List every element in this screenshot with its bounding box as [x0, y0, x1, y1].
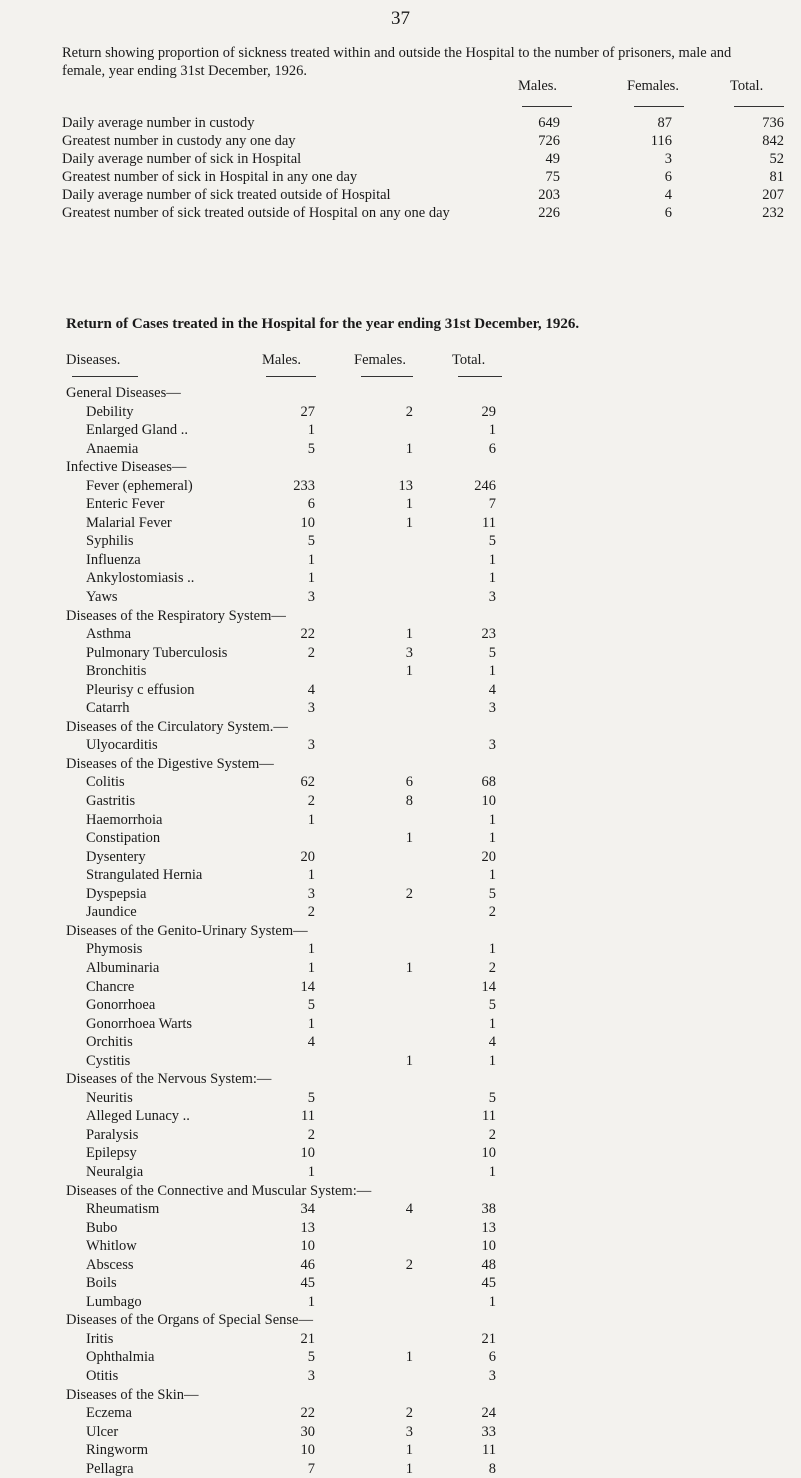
disease-row	[66, 551, 786, 570]
cell-total: 10	[481, 1238, 496, 1255]
cell-males: 14	[300, 978, 315, 995]
disease-label: Ringworm	[86, 1442, 149, 1459]
disease-row	[66, 1015, 786, 1034]
cell-females: 1	[405, 1052, 413, 1069]
cell-males: 2	[307, 793, 315, 810]
disease-label: Pulmonary Tuberculosis	[86, 644, 228, 661]
disease-row	[66, 588, 786, 607]
cell-males: 46	[300, 1256, 315, 1273]
disease-row	[66, 1256, 786, 1275]
disease-label: Neuralgia	[86, 1163, 144, 1180]
summary-row	[62, 186, 792, 204]
disease-row	[66, 978, 786, 997]
disease-row	[66, 1163, 786, 1182]
summary-rule-males	[522, 106, 572, 107]
disease-row	[66, 1404, 786, 1423]
disease-label: Eczema	[86, 1405, 132, 1422]
disease-group-heading	[66, 755, 786, 774]
disease-row	[66, 699, 786, 718]
summary-row-label: Daily average number of sick in Hospital	[62, 151, 302, 167]
cell-total: 1	[488, 663, 496, 680]
summary-row-females: 87	[657, 115, 672, 131]
group-label: Diseases of the Circulatory System.—	[66, 718, 288, 735]
cell-total: 3	[488, 1367, 496, 1384]
summary-rule-females	[634, 106, 684, 107]
cell-males: 3	[307, 700, 315, 717]
cell-total: 1	[488, 551, 496, 568]
cell-males: 4	[307, 681, 315, 698]
disease-label: Ophthalmia	[86, 1349, 155, 1366]
cell-total: 2	[488, 904, 496, 921]
cell-females: 2	[405, 1256, 413, 1273]
cell-females: 4	[405, 1201, 413, 1218]
disease-label: Cystitis	[86, 1052, 131, 1069]
cell-total: 3	[488, 589, 496, 606]
disease-row	[66, 885, 786, 904]
summary-row-total: 736	[762, 115, 784, 131]
disease-row	[66, 959, 786, 978]
cell-males: 1	[307, 941, 315, 958]
cell-males: 3	[307, 589, 315, 606]
cell-males: 13	[300, 1219, 315, 1236]
cell-total: 1	[488, 1163, 496, 1180]
cell-females: 13	[398, 477, 413, 494]
summary-row-females: 4	[664, 187, 672, 203]
cell-males: 11	[301, 1108, 315, 1125]
disease-label: Phymosis	[86, 941, 143, 958]
cell-males: 7	[307, 1460, 315, 1477]
summary-row	[62, 132, 792, 150]
disease-label: Pleurisy c effusion	[86, 681, 195, 698]
disease-row	[66, 1219, 786, 1238]
cell-total: 2	[488, 1126, 496, 1143]
cell-total: 33	[481, 1423, 496, 1440]
disease-label: Rheumatism	[86, 1201, 160, 1218]
disease-row	[66, 1274, 786, 1293]
disease-row	[66, 440, 786, 459]
group-label: General Diseases—	[66, 385, 181, 401]
disease-label: Epilepsy	[86, 1145, 137, 1162]
cell-males: 5	[307, 533, 315, 550]
cell-total: 3	[488, 700, 496, 717]
cases-rule-males	[266, 376, 316, 377]
disease-label: Colitis	[86, 774, 125, 791]
cell-males: 6	[307, 496, 315, 513]
cell-total: 1	[488, 941, 496, 958]
disease-label: Enteric Fever	[86, 496, 165, 513]
disease-row	[66, 1144, 786, 1163]
disease-label: Neuritis	[86, 1089, 133, 1106]
cell-males: 21	[300, 1330, 315, 1347]
disease-row	[66, 477, 786, 496]
disease-label: Paralysis	[86, 1126, 139, 1143]
disease-group-heading	[66, 384, 786, 403]
cell-females: 1	[405, 1442, 413, 1459]
page-number: 37	[391, 8, 410, 29]
disease-label: Otitis	[86, 1367, 119, 1384]
disease-row	[66, 848, 786, 867]
cell-males: 233	[293, 477, 315, 494]
disease-row	[66, 625, 786, 644]
cell-total: 29	[481, 403, 496, 420]
cell-males: 1	[307, 1293, 315, 1310]
cell-males: 3	[307, 737, 315, 754]
summary-row-females: 3	[664, 151, 672, 167]
summary-row-total: 52	[769, 151, 784, 167]
cell-females: 2	[405, 885, 413, 902]
cell-total: 10	[481, 793, 496, 810]
disease-label: Abscess	[86, 1256, 134, 1273]
disease-row	[66, 1423, 786, 1442]
summary-row-total: 207	[762, 187, 784, 203]
disease-label: Strangulated Hernia	[86, 867, 203, 884]
disease-label: Anaemia	[86, 440, 139, 457]
cell-males: 3	[307, 885, 315, 902]
cell-total: 1	[488, 1052, 496, 1069]
cell-males: 5	[307, 440, 315, 457]
cell-total: 48	[481, 1256, 496, 1273]
cell-females: 2	[405, 403, 413, 420]
cell-males: 22	[300, 626, 315, 643]
disease-label: Catarrh	[86, 700, 130, 717]
disease-label: Syphilis	[86, 533, 134, 550]
cell-total: 11	[482, 1108, 496, 1125]
disease-row	[66, 792, 786, 811]
cell-total: 1	[488, 867, 496, 884]
cell-males: 20	[300, 848, 315, 865]
summary-row-label: Greatest number of sick treated outside of Hospital on any one day	[62, 205, 450, 221]
cell-females: 3	[405, 1423, 413, 1440]
cell-total: 8	[488, 1460, 496, 1477]
cell-males: 34	[300, 1201, 315, 1218]
disease-label: Alleged Lunacy ..	[86, 1108, 190, 1125]
cell-males: 62	[300, 774, 315, 791]
summary-row-label: Greatest number of sick in Hospital in any one day	[62, 169, 358, 185]
disease-row	[66, 811, 786, 830]
cell-males: 1	[307, 570, 315, 587]
cell-total: 1	[488, 422, 496, 439]
disease-row	[66, 1033, 786, 1052]
disease-row	[66, 421, 786, 440]
group-label: Diseases of the Organs of Special Sense—	[66, 1312, 313, 1329]
disease-row	[66, 514, 786, 533]
disease-label: Gonorrhoea Warts	[86, 1015, 193, 1032]
cell-males: 1	[307, 1163, 315, 1180]
cell-males: 2	[307, 644, 315, 661]
disease-row	[66, 569, 786, 588]
cases-header	[66, 352, 786, 374]
summary-row-males: 75	[545, 169, 560, 185]
cell-total: 6	[488, 1349, 496, 1366]
summary-row	[62, 204, 792, 222]
disease-row	[66, 903, 786, 922]
summary-rule-total	[734, 106, 784, 107]
disease-label: Gonorrhoea	[86, 997, 156, 1014]
cell-total: 1	[488, 811, 496, 828]
disease-row	[66, 1460, 786, 1478]
cell-total: 5	[488, 1089, 496, 1106]
cell-total: 246	[474, 477, 496, 494]
disease-label: Boils	[86, 1275, 117, 1292]
cell-total: 20	[481, 848, 496, 865]
disease-row	[66, 829, 786, 848]
summary-row-label: Greatest number in custody any one day	[62, 133, 296, 149]
cell-males: 2	[307, 1126, 315, 1143]
cell-females: 1	[405, 514, 413, 531]
summary-header-total: Total.	[730, 78, 764, 94]
cell-total: 10	[481, 1145, 496, 1162]
cell-males: 2	[307, 904, 315, 921]
disease-row	[66, 1367, 786, 1386]
cell-males: 5	[307, 997, 315, 1014]
cell-total: 6	[488, 440, 496, 457]
summary-row-total: 232	[762, 205, 784, 221]
disease-row	[66, 773, 786, 792]
disease-row	[66, 1348, 786, 1367]
cell-females: 8	[405, 793, 413, 810]
group-label: Diseases of the Digestive System—	[66, 755, 274, 772]
disease-row	[66, 866, 786, 885]
cell-males: 10	[300, 514, 315, 531]
cell-females: 3	[405, 644, 413, 661]
cell-males: 4	[307, 1034, 315, 1051]
disease-group-heading	[66, 1311, 786, 1330]
cell-males: 3	[307, 1367, 315, 1384]
cell-total: 23	[481, 626, 496, 643]
disease-label: Jaundice	[86, 904, 137, 921]
disease-label: Yaws	[86, 589, 118, 606]
group-label: Diseases of the Genito-Urinary System—	[66, 922, 308, 939]
summary-row-males: 649	[538, 115, 560, 131]
disease-label: Haemorrhoia	[86, 811, 163, 828]
summary-row-males: 726	[538, 133, 560, 149]
disease-label: Influenza	[86, 551, 141, 568]
disease-label: Ulyocarditis	[86, 737, 158, 754]
cases-rule-females	[361, 376, 413, 377]
cell-males: 1	[307, 551, 315, 568]
cell-males: 10	[300, 1442, 315, 1459]
summary-row	[62, 150, 792, 168]
disease-label: Lumbago	[86, 1293, 142, 1310]
cases-header-females: Females.	[354, 352, 406, 368]
summary-row-label: Daily average number in custody	[62, 115, 255, 131]
cases-header-diseases: Diseases.	[66, 352, 121, 368]
disease-row	[66, 403, 786, 422]
summary-row	[62, 168, 792, 186]
disease-label: Bronchitis	[86, 663, 147, 680]
summary-rows	[62, 114, 792, 222]
disease-label: Malarial Fever	[86, 514, 172, 531]
cell-males: 1	[307, 1015, 315, 1032]
cases-header-males: Males.	[262, 352, 302, 368]
disease-row	[66, 681, 786, 700]
disease-label: Orchitis	[86, 1034, 133, 1051]
summary-row-males: 203	[538, 187, 560, 203]
summary-row-males: 49	[545, 151, 560, 167]
summary-header	[62, 78, 792, 98]
disease-row	[66, 495, 786, 514]
cell-males: 45	[300, 1275, 315, 1292]
cell-males: 22	[300, 1405, 315, 1422]
cell-males: 5	[307, 1089, 315, 1106]
cell-total: 5	[488, 644, 496, 661]
cell-males: 1	[307, 422, 315, 439]
cell-total: 7	[488, 496, 496, 513]
disease-row	[66, 1107, 786, 1126]
cell-total: 1	[488, 1293, 496, 1310]
disease-row	[66, 1089, 786, 1108]
cell-total: 13	[481, 1219, 496, 1236]
cases-rows	[66, 384, 786, 1478]
cell-females: 1	[405, 959, 413, 976]
disease-label: Bubo	[86, 1219, 118, 1236]
disease-row	[66, 1200, 786, 1219]
cell-total: 4	[488, 681, 496, 698]
cell-females: 1	[405, 663, 413, 680]
cell-females: 1	[405, 440, 413, 457]
cell-total: 11	[482, 1442, 496, 1459]
cell-total: 5	[488, 997, 496, 1014]
cell-total: 24	[481, 1405, 496, 1422]
cases-header-total: Total.	[452, 352, 486, 368]
disease-label: Pellagra	[86, 1460, 134, 1477]
disease-label: Debility	[86, 403, 134, 420]
cell-males: 1	[307, 959, 315, 976]
disease-row	[66, 1441, 786, 1460]
cases-title: Return of Cases treated in the Hospital for the year ending 31st December, 1926.	[66, 316, 580, 332]
cell-total: 2	[488, 959, 496, 976]
disease-label: Whitlow	[86, 1238, 137, 1255]
group-label: Diseases of the Skin—	[66, 1386, 199, 1403]
disease-group-heading	[66, 458, 786, 477]
cell-total: 1	[488, 570, 496, 587]
disease-label: Ulcer	[86, 1423, 119, 1440]
cell-males: 10	[300, 1145, 315, 1162]
cell-total: 5	[488, 533, 496, 550]
cell-total: 68	[481, 774, 496, 791]
cell-total: 4	[488, 1034, 496, 1051]
cell-females: 1	[405, 1349, 413, 1366]
disease-row	[66, 736, 786, 755]
group-label: Diseases of the Respiratory System—	[66, 607, 286, 624]
cell-total: 1	[488, 830, 496, 847]
cases-rule-total	[458, 376, 502, 377]
disease-group-heading	[66, 1070, 786, 1089]
cell-total: 45	[481, 1275, 496, 1292]
cell-males: 27	[300, 403, 315, 420]
disease-row	[66, 662, 786, 681]
cases-rule-diseases	[72, 376, 138, 377]
cell-males: 30	[300, 1423, 315, 1440]
cell-females: 1	[405, 626, 413, 643]
cell-females: 1	[405, 496, 413, 513]
cell-total: 11	[482, 514, 496, 531]
disease-label: Chancre	[86, 978, 135, 995]
summary-row-females: 116	[650, 133, 672, 149]
cell-total: 38	[481, 1201, 496, 1218]
cell-total: 14	[481, 978, 496, 995]
group-label: Diseases of the Nervous System:—	[66, 1071, 272, 1088]
disease-row	[66, 1237, 786, 1256]
summary-row-total: 842	[762, 133, 784, 149]
disease-row	[66, 1126, 786, 1145]
cell-total: 1	[488, 1015, 496, 1032]
cell-males: 10	[300, 1238, 315, 1255]
summary-row	[62, 114, 792, 132]
disease-row	[66, 532, 786, 551]
disease-group-heading	[66, 607, 786, 626]
summary-row-label: Daily average number of sick treated outside of Hospital	[62, 187, 391, 203]
disease-group-heading	[66, 922, 786, 941]
disease-group-heading	[66, 1182, 786, 1201]
disease-row	[66, 644, 786, 663]
summary-table	[62, 78, 792, 222]
summary-row-total: 81	[769, 169, 784, 185]
cell-total: 5	[488, 885, 496, 902]
disease-row	[66, 1052, 786, 1071]
disease-label: Dyspepsia	[86, 885, 147, 902]
disease-label: Dysentery	[86, 848, 146, 865]
cell-females: 1	[405, 1460, 413, 1477]
summary-header-males: Males.	[518, 78, 558, 94]
disease-label: Fever (ephemeral)	[86, 477, 193, 494]
cell-females: 1	[405, 830, 413, 847]
disease-label: Albuminaria	[86, 959, 160, 976]
summary-row-females: 6	[664, 205, 672, 221]
cases-table	[66, 352, 786, 1478]
disease-row	[66, 940, 786, 959]
disease-label: Gastritis	[86, 793, 136, 810]
disease-row	[66, 996, 786, 1015]
cell-females: 2	[405, 1405, 413, 1422]
disease-label: Iritis	[86, 1330, 114, 1347]
disease-label: Ankylostomiasis ..	[86, 570, 195, 587]
cell-females: 6	[405, 774, 413, 791]
disease-label: Constipation	[86, 830, 161, 847]
group-label: Diseases of the Connective and Muscular System:—	[66, 1182, 372, 1199]
summary-header-females: Females.	[627, 78, 679, 94]
cell-total: 3	[488, 737, 496, 754]
disease-label: Enlarged Gland ..	[86, 422, 189, 439]
group-label: Infective Diseases—	[66, 459, 187, 476]
summary-row-females: 6	[664, 169, 672, 185]
cell-males: 1	[307, 811, 315, 828]
disease-label: Asthma	[86, 626, 132, 643]
cell-males: 5	[307, 1349, 315, 1366]
disease-row	[66, 1293, 786, 1312]
disease-row	[66, 1330, 786, 1349]
cell-males: 1	[307, 867, 315, 884]
summary-row-males: 226	[538, 205, 560, 221]
cell-total: 21	[481, 1330, 496, 1347]
intro-paragraph: Return showing proportion of sickness treated within and outside the Hospital to the number of prisoners, male and female, year ending 31st December, 1926.	[62, 45, 732, 79]
disease-group-heading	[66, 718, 786, 737]
disease-group-heading	[66, 1386, 786, 1405]
